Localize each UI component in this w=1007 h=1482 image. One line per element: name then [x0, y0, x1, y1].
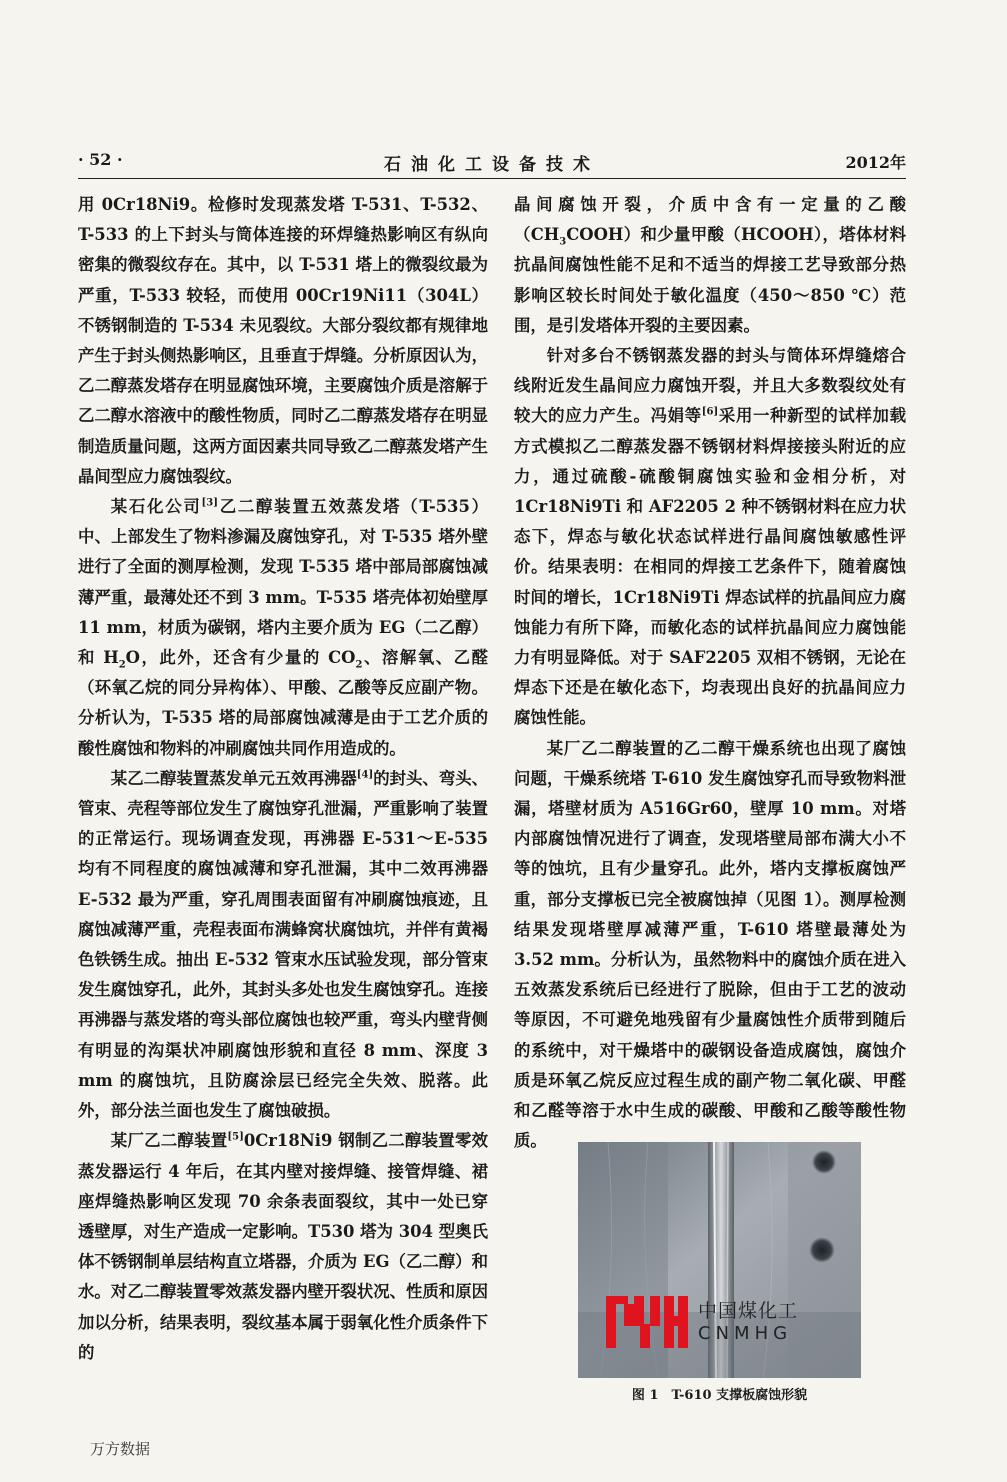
paragraph: 用 0Cr18Ni9。检修时发现蒸发塔 T-531、T-532、T-533 的上下封头与筒体连接的环焊缝热影响区有纵向密集的微裂纹存在。其中，以 T-531 塔上的微裂纹最为严重，T-533 较轻，而使用 00Cr19Ni11（304L）不锈钢制造的 T-534 未见裂纹。大部分裂纹都有规律地产生于封头侧热影响区，且垂直于焊缝。分析原因认为，乙二醇蒸发塔存在明显腐蚀环境，主要腐蚀介质是溶解于乙二醇水溶液中的酸性物质，同时乙二醇蒸发塔存在明显制造质量问题，这两方面因素共同导致乙二醇蒸发塔产生晶间型应力腐蚀裂纹。: [78, 195, 488, 486]
paragraph: 某厂乙二醇装置的乙二醇干燥系统也出现了腐蚀问题，干燥系统塔 T-610 发生腐蚀穿孔而导致物料泄漏，塔壁材质为 A516Gr60，壁厚 10 mm。对塔内部腐蚀情况进行了调查，发现塔壁局部布满大小不等的蚀坑，且有少量穿孔。此外，塔内支撑板腐蚀严重，部分支撑板已完全被腐蚀掉（见图 1）。测厚检测结果发现塔壁厚减薄严重，T-610 塔壁最薄处为 3.52 mm。分析认为，虽然物料中的腐蚀介质在进入五效蒸发系统后已经进行了脱除，但由于工艺的波动等原因，不可避免地残留有少量腐蚀性介质带到随后的系统中，对干燥塔中的碳钢设备造成腐蚀，腐蚀介质是环氧乙烷反应过程生成的副产物二氧化碳、甲醛和乙醛等溶于水中生成的碳酸、甲酸和乙酸等酸性物质。: [514, 738, 906, 1151]
logo-text-english: CNMHG: [698, 1323, 793, 1344]
source-footer: 万方数据: [90, 1440, 151, 1458]
page-number: · 52 ·: [78, 150, 123, 169]
publication-year: 2012年: [845, 153, 906, 172]
citation-ref: [3]: [201, 497, 218, 509]
citation-ref: [6]: [701, 406, 719, 418]
left-column: [78, 190, 488, 1368]
logo-text-chinese: 中国煤化工: [698, 1300, 799, 1322]
figure-caption: 图 1 T-610 支撑板腐蚀形貌: [631, 1388, 808, 1403]
right-column: [514, 190, 906, 1157]
paragraph: 晶间腐蚀开裂，介质中含有一定量的乙酸$(CH_3COOH)$和少量甲酸（HCOOH），塔体材料抗晶间腐蚀性能不足和不适当的焊接工艺导致部分热影响区较长时间处于敏化温度（450～850 ℃）范围，是引发塔体开裂的主要因素。: [514, 195, 906, 335]
cnmhg-logo-mark-icon: [606, 1296, 688, 1348]
paragraph: 某石化公司[3]乙二醇装置五效蒸发塔（T-535）中、上部发生了物料渗漏及腐蚀穿孔，对 T-535 塔外壁进行了全面的测厚检测，发现 T-535 塔中部局部腐蚀减薄严重，最薄处还不到 3 mm。T-535 塔壳体初始壁厚 11 mm，材质为碳钢，塔内主要介质为 EG（二乙醇）和 $H_2O$，此外，还含有少量的 $CO_2$、溶解氧、乙醛（环氧乙烷的同分异构体）、甲酸、乙酸等反应副产物。分析认为，T-535 塔的局部腐蚀减薄是由于工艺介质的酸性腐蚀和物料的冲刷腐蚀共同作用造成的。: [78, 497, 489, 758]
paragraph: 某乙二醇装置蒸发单元五效再沸器[4]的封头、弯头、管束、壳程等部位发生了腐蚀穿孔泄漏，严重影响了装置的正常运行。现场调查发现，再沸器 E-531～E-535 均有不同程度的腐蚀减薄和穿孔泄漏，其中二效再沸器 E-532 最为严重，穿孔周围表面留有冲刷腐蚀痕迹，且腐蚀减薄严重，壳程表面布满蜂窝状腐蚀坑，并伴有黄褐色铁锈生成。抽出 E-532 管束水压试验发现，部分管束发生腐蚀穿孔，此外，其封头多处也发生腐蚀穿孔。连接再沸器与蒸发塔的弯头部位腐蚀也较严重，弯头内壁背侧有明显的沟渠状冲刷腐蚀形貌和直径 8 mm、深度 3 mm 的腐蚀坑，且防腐涂层已经完全失效、脱落。此外，部分法兰面也发生了腐蚀破损。: [78, 768, 489, 1121]
header-rule: [78, 178, 906, 179]
citation-ref: [4]: [356, 769, 374, 781]
citation-ref: [5]: [227, 1131, 244, 1143]
journal-title: 石油化工设备技术: [384, 155, 600, 175]
page-header: [78, 150, 906, 176]
paragraph: 某厂乙二醇装置[5]0Cr18Ni9 钢制乙二醇装置零效蒸发器运行 4 年后，在其内壁对接焊缝、接管焊缝、裙座焊缝热影响区发现 70 余条表面裂纹，其中一处已穿透壁厚，对生产造成一定影响。T530 塔为 304 型奥氏体不锈钢制单层结构直立塔器，介质为 EG（乙二醇）和水。对乙二醇装置零效蒸发器内壁开裂状况、性质和原因加以分析，结果表明，裂纹基本属于弱氧化性介质条件下的: [78, 1131, 488, 1362]
watermark-logo: [606, 1296, 820, 1348]
paragraph: 针对多台不锈钢蒸发器的封头与筒体环焊缝熔合线附近发生晶间应力腐蚀开裂，并且大多数裂纹处有较大的应力产生。冯娟等[6]采用一种新型的试样加载方式模拟乙二醇蒸发器不锈钢材料焊接接头附近的应力，通过硫酸-硫酸铜腐蚀实验和金相分析，对 1Cr18Ni9Ti 和 AF2205 2 种不锈钢材料在应力状态下，焊态与敏化状态试样进行晶间腐蚀敏感性评价。结果表明：在相同的焊接工艺条件下，随着腐蚀时间的增长，1Cr18Ni9Ti 焊态试样的抗晶间应力腐蚀能力有所下降，而敏化态的试样抗晶间应力腐蚀能力有明显降低。对于 SAF2205 双相不锈钢，无论在焊态下还是在敏化态下，均表现出良好的抗晶间应力腐蚀性能。: [514, 346, 907, 728]
